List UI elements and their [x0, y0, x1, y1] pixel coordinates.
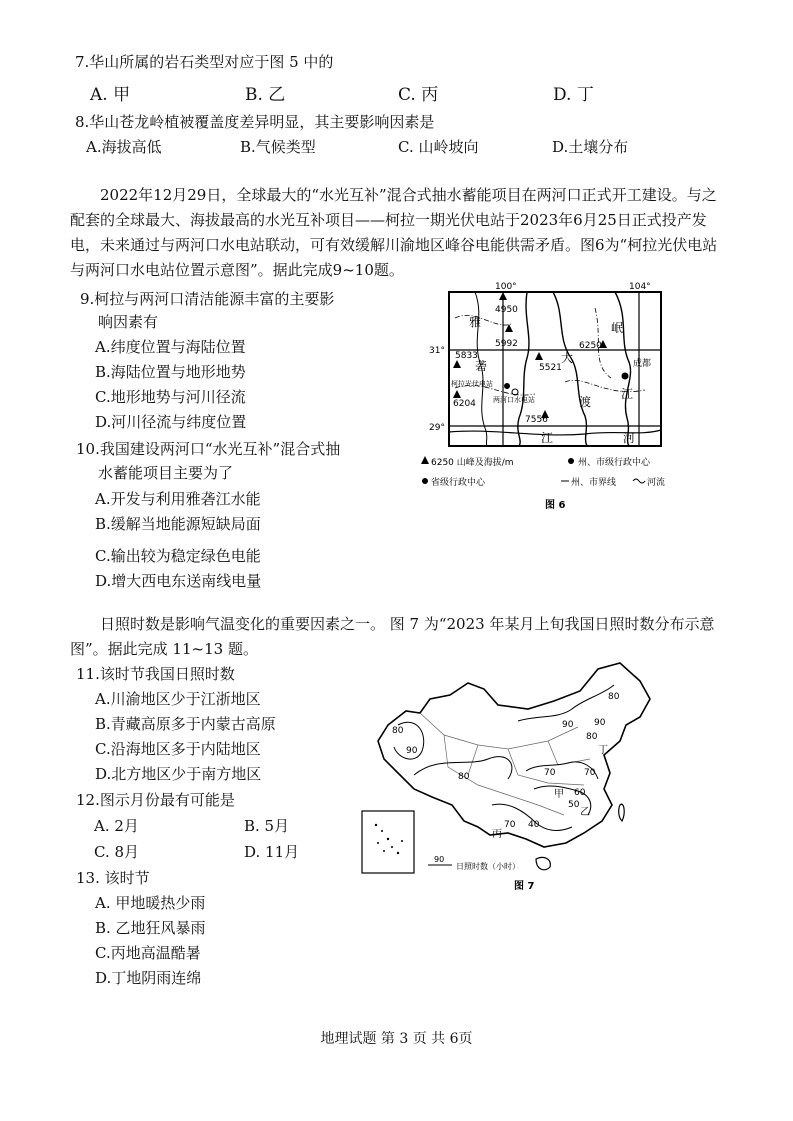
q9-option-a[interactable]: A.纬度位置与海陆位置 — [95, 338, 246, 356]
q13-option-b[interactable]: B. 乙地狂风暴雨 — [95, 919, 206, 937]
contour-label-70-mid: 70 — [544, 768, 556, 778]
q11-stem: 11.该时节我国日照时数 — [76, 665, 235, 683]
peak-5833 — [453, 360, 461, 368]
peak-label-5992: 5992 — [495, 339, 518, 349]
region-char-jiang-bottom: 江 — [541, 431, 554, 445]
q11-option-b[interactable]: B.青藏高原多于内蒙古高原 — [95, 715, 276, 733]
legend-peak-icon — [421, 456, 429, 464]
contour-label-70-east: 70 — [584, 768, 596, 778]
q10-stem-line1: 10.我国建设两河口“水光互补”混合式抽 — [76, 440, 341, 458]
river-min — [615, 292, 634, 446]
q11-option-a[interactable]: A.川渝地区少于江浙地区 — [95, 690, 261, 708]
peak-label-4950: 4950 — [495, 305, 518, 315]
contour-label-60: 60 — [574, 788, 586, 798]
legend-peak: 6250 山峰及海拔/m — [431, 458, 514, 468]
q8-option-c[interactable]: C. 山岭坡向 — [398, 138, 479, 156]
kela-station-label: 柯拉光伏电站 — [451, 380, 493, 388]
q11-option-d[interactable]: D.北方地区少于南方地区 — [95, 765, 262, 783]
q12-option-a[interactable]: A. 2月 — [94, 817, 139, 835]
lat-label-31: 31° — [429, 346, 445, 356]
region-char-ya: 雅 — [469, 315, 482, 329]
q12-option-c[interactable]: C. 8月 — [94, 843, 140, 861]
region-char-he: 河 — [623, 431, 636, 445]
q9-option-b[interactable]: B.海陆位置与地形地势 — [95, 363, 246, 381]
chengdu-dot — [622, 373, 629, 380]
peak-6204 — [453, 390, 461, 398]
q13-option-d[interactable]: D.丁地阴雨连绵 — [95, 969, 202, 987]
q7-option-c[interactable]: C. 丙 — [398, 85, 439, 105]
taiwan-island — [619, 804, 624, 821]
q12-option-b[interactable]: B. 5月 — [244, 817, 290, 835]
q12-stem: 12.图示月份最有可能是 — [76, 791, 235, 809]
region-char-min: 岷 — [611, 321, 624, 335]
lianghekou-station-label: 两河口水电站 — [493, 396, 535, 404]
peak-4950 — [499, 292, 507, 300]
peak-label-6250: 6250 — [579, 341, 602, 351]
contour-label-80-mid: 80 — [458, 772, 470, 782]
peak-label-7556: 7556 — [525, 415, 548, 425]
q10-option-a[interactable]: A.开发与利用雅砻江水能 — [95, 490, 261, 508]
contour-label-80-west: 80 — [392, 726, 404, 736]
contour-label-80-east: 80 — [586, 732, 598, 742]
contour-label-40: 40 — [528, 820, 540, 830]
q12-option-d[interactable]: D. 11月 — [244, 843, 300, 861]
figure-6-caption: 图 6 — [545, 500, 566, 511]
contour-label-70-south: 70 — [504, 820, 516, 830]
legend-capital: 省级行政中心 — [431, 478, 486, 488]
region-char-da: 大 — [561, 351, 574, 365]
inset-islands — [375, 824, 403, 854]
contour-label-90-west: 90 — [406, 746, 418, 756]
q7-option-a[interactable]: A. 甲 — [90, 85, 131, 105]
lon-label-100: 100° — [495, 282, 517, 292]
region-char-long: 砻 — [475, 359, 488, 373]
peak-label-6204: 6204 — [453, 399, 476, 409]
q8-stem: 8.华山苍龙岭植被覆盖度差异明显，其主要影响因素是 — [75, 113, 435, 131]
contour-label-90-north: 90 — [562, 720, 574, 730]
chengdu-label: 成都 — [633, 359, 652, 369]
q10-option-b[interactable]: B.缓解当地能源短缺局面 — [95, 515, 261, 533]
q8-option-d[interactable]: D.土壤分布 — [552, 138, 629, 156]
q9-option-d[interactable]: D.河川径流与纬度位置 — [95, 413, 247, 431]
legend-city: 州、市级行政中心 — [578, 458, 651, 468]
contour-label-80-ne: 80 — [608, 692, 620, 702]
south-china-sea-inset — [362, 811, 414, 873]
legend-river: 河流 — [647, 478, 666, 488]
figure-7-caption: 图 7 — [514, 881, 535, 892]
passage-2: 日照时数是影响气温变化的重要因素之一。 图 7 为“2023 年某月上旬我国日照时数分布示意图”。据此完成 11~13 题。 — [70, 615, 715, 658]
q9-stem-line2: 响因素有 — [98, 313, 159, 331]
legend-river-icon — [633, 479, 645, 483]
contour-label-50: 50 — [568, 800, 580, 810]
q8-option-b[interactable]: B.气候类型 — [240, 138, 316, 156]
lon-label-104: 104° — [629, 282, 651, 292]
peak-5521 — [535, 352, 543, 360]
legend-capital-icon — [422, 478, 428, 484]
region-char-jiang-right: 江 — [621, 387, 634, 401]
peak-label-5833: 5833 — [455, 351, 478, 361]
legend-boundary: 州、市界线 — [571, 478, 617, 488]
q10-option-c[interactable]: C.输出较为稳定绿色电能 — [95, 547, 261, 565]
region-jia: 甲 — [554, 789, 564, 800]
region-char-du: 渡 — [579, 395, 592, 409]
q9-option-c[interactable]: C.地形地势与河川径流 — [95, 388, 246, 406]
q13-option-a[interactable]: A. 甲地暖热少雨 — [95, 894, 206, 912]
q10-stem-line2: 水蓄能项目主要为了 — [98, 464, 234, 482]
q7-stem: 7.华山所属的岩石类型对应于图 5 中的 — [75, 53, 334, 71]
region-yi: 乙 — [580, 807, 590, 818]
q9-stem-line1: 9.柯拉与两河口清洁能源丰富的主要影 — [80, 290, 335, 308]
q13-option-c[interactable]: C.丙地高温酷暑 — [95, 944, 201, 962]
isoline-3 — [518, 685, 614, 721]
q7-option-b[interactable]: B. 乙 — [245, 85, 286, 105]
figure-7-map — [358, 655, 658, 900]
region-ding: 丁 — [598, 745, 608, 756]
legend-value: 90 — [434, 855, 445, 864]
q10-option-d[interactable]: D.增大西电东送南线电量 — [95, 572, 262, 590]
legend-city-icon — [568, 458, 574, 464]
q7-option-d[interactable]: D. 丁 — [553, 85, 594, 105]
q8-option-a[interactable]: A.海拔高低 — [86, 138, 162, 156]
passage-1: 2022年12月29日，全球最大的“水光互补”混合式抽水蓄能项目在两河口正式开工建设。与之配套的全球最大、海拔最高的水光互补项目——柯拉一期光伏电站于2023年6月25日正式投产发电，未来通过与两河口水电站联动，可有效缓解川渝地区峰谷电能供需矛盾。图6为“柯拉光伏电站与两河口水电站位置示意图”。据此完成9~10题。 — [70, 186, 718, 279]
kela-station-dot — [504, 383, 510, 389]
contour-label-90-ne: 90 — [594, 718, 606, 728]
figure-6-map — [415, 278, 675, 518]
q13-stem: 13. 该时节 — [76, 869, 150, 887]
lat-label-29: 29° — [429, 423, 445, 433]
peak-label-5521: 5521 — [539, 363, 562, 373]
page-footer: 地理试题 第 3 页 共 6页 — [320, 1031, 473, 1047]
legend-label: 日照时数（小时） — [456, 862, 520, 871]
q11-option-c[interactable]: C.沿海地区多于内陆地区 — [95, 740, 261, 758]
region-bing: 丙 — [492, 829, 502, 840]
hainan-island — [536, 857, 550, 869]
